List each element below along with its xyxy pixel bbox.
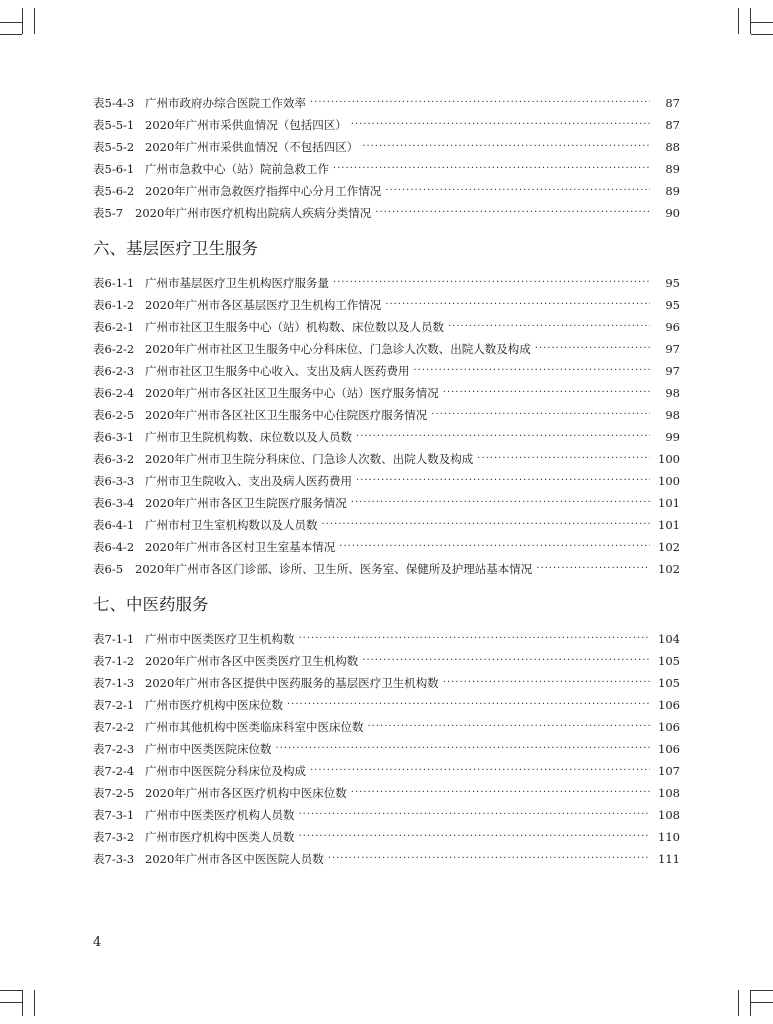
entry-title: 2020年广州市急救医疗指挥中心分月工作情况	[145, 184, 382, 198]
page-number: 4	[93, 935, 102, 950]
table-code: 表7-3-2	[93, 830, 135, 844]
dot-leader	[351, 114, 650, 136]
toc-entry[interactable]	[93, 114, 680, 136]
crop-mark	[0, 34, 22, 35]
entry-title: 广州市中医类医疗卫生机构数	[145, 632, 295, 646]
entry-page: 111	[658, 852, 680, 866]
toc-entry[interactable]	[93, 316, 680, 338]
table-code: 表7-2-5	[93, 786, 135, 800]
toc-entry[interactable]	[93, 294, 680, 316]
entry-page: 106	[658, 720, 680, 734]
table-code: 表7-2-4	[93, 764, 135, 778]
entry-title: 广州市医疗机构中医类人员数	[145, 830, 295, 844]
entry-title: 广州市卫生院机构数、床位数以及人员数	[145, 430, 352, 444]
entry-title: 广州市中医类医院床位数	[145, 742, 272, 756]
entry-page: 99	[665, 430, 680, 444]
table-code: 表7-1-2	[93, 654, 135, 668]
toc-entry[interactable]	[93, 804, 680, 826]
crop-mark	[751, 1002, 773, 1003]
table-code: 表5-6-1	[93, 162, 135, 176]
table-code: 表7-1-1	[93, 632, 135, 646]
entry-title: 2020年广州市医疗机构出院病人疾病分类情况	[135, 206, 372, 220]
table-code: 表7-2-2	[93, 720, 135, 734]
entry-title: 2020年广州市各区卫生院医疗服务情况	[145, 496, 347, 510]
entry-title: 2020年广州市各区医疗机构中医床位数	[145, 786, 347, 800]
dot-leader	[375, 202, 650, 224]
crop-mark	[0, 22, 22, 23]
entry-title: 广州市基层医疗卫生机构医疗服务量	[145, 276, 329, 290]
toc-entry[interactable]	[93, 628, 680, 650]
dot-leader	[333, 158, 650, 180]
table-of-contents	[93, 92, 680, 870]
dot-leader	[351, 492, 650, 514]
toc-entry[interactable]	[93, 650, 680, 672]
crop-mark	[750, 8, 751, 34]
dot-leader	[299, 628, 651, 650]
toc-entry[interactable]	[93, 558, 680, 580]
crop-mark	[751, 34, 773, 35]
entry-title: 2020年广州市采供血情况（包括四区）	[145, 118, 347, 132]
entry-page: 108	[658, 808, 680, 822]
dot-leader	[443, 382, 650, 404]
table-code: 表6-1-2	[93, 298, 135, 312]
entry-title: 广州市中医类医疗机构人员数	[145, 808, 295, 822]
table-code: 表6-3-2	[93, 452, 135, 466]
toc-entry[interactable]	[93, 202, 680, 224]
dot-leader	[356, 426, 650, 448]
toc-entry[interactable]	[93, 782, 680, 804]
entry-title: 2020年广州市各区门诊部、诊所、卫生所、医务室、保健所及护理站基本情况	[135, 562, 533, 576]
dot-leader	[339, 536, 650, 558]
entry-title: 广州市急救中心（站）院前急救工作	[145, 162, 329, 176]
table-code: 表6-2-1	[93, 320, 135, 334]
section-heading: 七、中医药服务	[93, 595, 209, 614]
dot-leader	[414, 360, 651, 382]
crop-mark	[738, 8, 739, 34]
dot-leader	[535, 338, 650, 360]
table-code: 表6-5	[93, 562, 124, 576]
entry-page: 101	[658, 496, 680, 510]
entry-title: 2020年广州市各区社区卫生服务中心住院医疗服务情况	[145, 408, 428, 422]
entry-page: 105	[658, 654, 680, 668]
entry-title: 广州市村卫生室机构数以及人员数	[145, 518, 318, 532]
entry-page: 102	[658, 562, 680, 576]
toc-entry[interactable]	[93, 404, 680, 426]
table-code: 表6-2-5	[93, 408, 135, 422]
dot-leader	[362, 650, 650, 672]
table-code: 表5-7	[93, 206, 124, 220]
table-code: 表7-2-1	[93, 698, 135, 712]
dot-leader	[368, 716, 651, 738]
table-code: 表6-3-3	[93, 474, 135, 488]
entry-page: 107	[658, 764, 680, 778]
dot-leader	[299, 826, 651, 848]
entry-page: 95	[665, 276, 680, 290]
entry-page: 101	[658, 518, 680, 532]
entry-title: 广州市其他机构中医类临床科室中医床位数	[145, 720, 364, 734]
toc-entry[interactable]	[93, 826, 680, 848]
entry-title: 广州市社区卫生服务中心（站）机构数、床位数以及人员数	[145, 320, 444, 334]
toc-entry[interactable]	[93, 272, 680, 294]
toc-entry[interactable]	[93, 848, 680, 870]
toc-entry[interactable]	[93, 536, 680, 558]
table-code: 表5-5-1	[93, 118, 135, 132]
toc-entry[interactable]	[93, 136, 680, 158]
table-code: 表6-2-4	[93, 386, 135, 400]
toc-entry[interactable]	[93, 514, 680, 536]
dot-leader	[362, 136, 650, 158]
entry-page: 108	[658, 786, 680, 800]
dot-leader	[351, 782, 650, 804]
toc-entry[interactable]	[93, 672, 680, 694]
toc-entry[interactable]	[93, 760, 680, 782]
table-code: 表5-6-2	[93, 184, 135, 198]
dot-leader	[448, 316, 650, 338]
crop-mark	[751, 990, 773, 991]
crop-mark	[34, 8, 35, 34]
entry-title: 2020年广州市社区卫生服务中心分科床位、门急诊人次数、出院人数及构成	[145, 342, 531, 356]
toc-entry[interactable]	[93, 382, 680, 404]
dot-leader	[322, 514, 651, 536]
table-code: 表6-2-2	[93, 342, 135, 356]
crop-mark	[750, 990, 751, 1016]
entry-page: 110	[658, 830, 680, 844]
entry-page: 98	[665, 408, 680, 422]
dot-leader	[328, 848, 650, 870]
entry-title: 广州市社区卫生服务中心收入、支出及病人医药费用	[145, 364, 410, 378]
dot-leader	[536, 558, 650, 580]
dot-leader	[276, 738, 651, 760]
entry-page: 97	[665, 342, 680, 356]
crop-mark	[0, 1002, 22, 1003]
toc-entry[interactable]	[93, 180, 680, 202]
dot-leader	[356, 470, 650, 492]
entry-title: 广州市政府办综合医院工作效率	[145, 96, 306, 110]
dot-leader	[333, 272, 650, 294]
table-code: 表6-4-2	[93, 540, 135, 554]
crop-mark	[0, 990, 22, 991]
entry-title: 2020年广州市卫生院分科床位、门急诊人次数、出院人数及构成	[145, 452, 474, 466]
entry-page: 89	[665, 162, 680, 176]
toc-entry[interactable]	[93, 492, 680, 514]
toc-entry[interactable]	[93, 694, 680, 716]
table-code: 表7-3-3	[93, 852, 135, 866]
entry-page: 106	[658, 698, 680, 712]
entry-page: 89	[665, 184, 680, 198]
entry-page: 96	[665, 320, 680, 334]
crop-mark	[34, 990, 35, 1016]
dot-leader	[287, 694, 650, 716]
dot-leader	[385, 180, 650, 202]
entry-title: 2020年广州市各区中医类医疗卫生机构数	[145, 654, 359, 668]
toc-entry[interactable]	[93, 158, 680, 180]
dot-leader	[385, 294, 650, 316]
crop-mark	[22, 8, 23, 34]
entry-title: 2020年广州市各区村卫生室基本情况	[145, 540, 336, 554]
entry-title: 2020年广州市采供血情况（不包括四区）	[145, 140, 359, 154]
table-code: 表6-1-1	[93, 276, 135, 290]
table-code: 表6-3-1	[93, 430, 135, 444]
table-code: 表6-3-4	[93, 496, 135, 510]
entry-page: 90	[665, 206, 680, 220]
entry-title: 2020年广州市各区中医医院人员数	[145, 852, 324, 866]
section-heading: 六、基层医疗卫生服务	[93, 239, 258, 258]
toc-entry[interactable]	[93, 338, 680, 360]
toc-entry[interactable]	[93, 360, 680, 382]
toc-entry[interactable]	[93, 470, 680, 492]
toc-entry[interactable]	[93, 92, 680, 114]
crop-mark	[738, 990, 739, 1016]
entry-page: 100	[658, 452, 680, 466]
dot-leader	[310, 92, 650, 114]
toc-entry[interactable]	[93, 716, 680, 738]
entry-page: 97	[665, 364, 680, 378]
entry-page: 106	[658, 742, 680, 756]
dot-leader	[477, 448, 650, 470]
table-code: 表7-3-1	[93, 808, 135, 822]
crop-mark	[751, 22, 773, 23]
table-code: 表6-4-1	[93, 518, 135, 532]
crop-mark	[22, 990, 23, 1016]
entry-page: 98	[665, 386, 680, 400]
dot-leader	[310, 760, 650, 782]
entry-page: 105	[658, 676, 680, 690]
toc-entry[interactable]	[93, 426, 680, 448]
dot-leader	[431, 404, 650, 426]
dot-leader	[299, 804, 651, 826]
entry-page: 87	[665, 118, 680, 132]
table-code: 表6-2-3	[93, 364, 135, 378]
entry-page: 95	[665, 298, 680, 312]
entry-title: 2020年广州市各区提供中医药服务的基层医疗卫生机构数	[145, 676, 439, 690]
table-code: 表5-4-3	[93, 96, 135, 110]
entry-page: 100	[658, 474, 680, 488]
toc-entry[interactable]	[93, 738, 680, 760]
table-code: 表7-2-3	[93, 742, 135, 756]
entry-title: 2020年广州市各区社区卫生服务中心（站）医疗服务情况	[145, 386, 439, 400]
table-code: 表7-1-3	[93, 676, 135, 690]
table-code: 表5-5-2	[93, 140, 135, 154]
entry-title: 广州市中医医院分科床位及构成	[145, 764, 306, 778]
entry-page: 87	[665, 96, 680, 110]
entry-title: 广州市卫生院收入、支出及病人医药费用	[145, 474, 352, 488]
dot-leader	[443, 672, 650, 694]
entry-title: 2020年广州市各区基层医疗卫生机构工作情况	[145, 298, 382, 312]
entry-page: 102	[658, 540, 680, 554]
entry-title: 广州市医疗机构中医床位数	[145, 698, 283, 712]
entry-page: 104	[658, 632, 680, 646]
toc-entry[interactable]	[93, 448, 680, 470]
entry-page: 88	[665, 140, 680, 154]
